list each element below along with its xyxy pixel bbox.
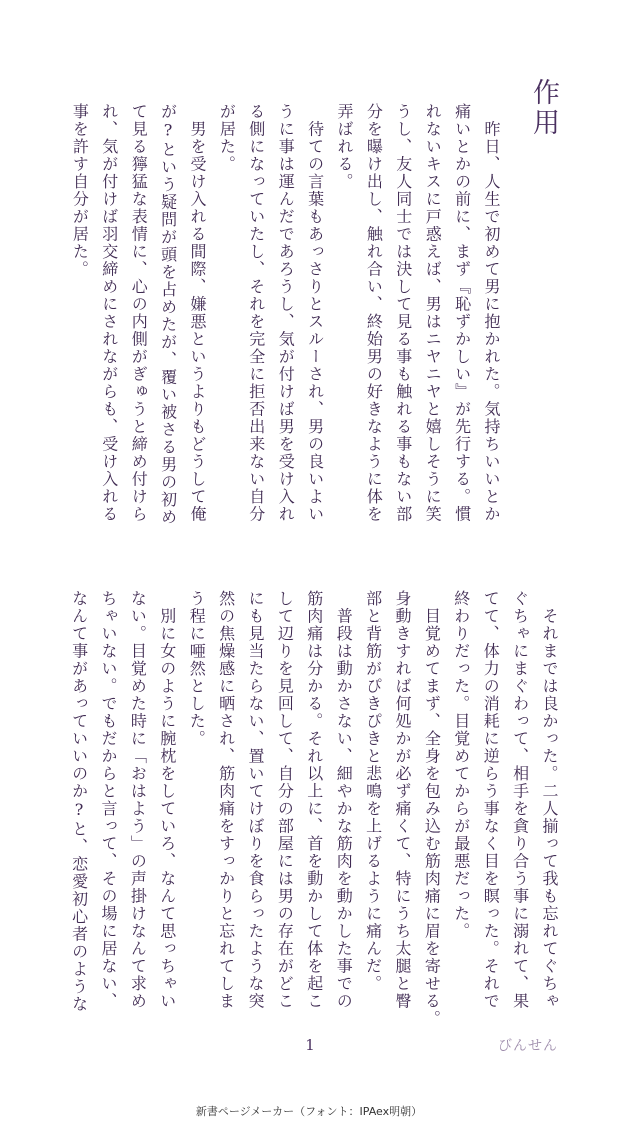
text-column: うに事は運んだであろうし、気が付けば男を受け入れ (276, 103, 296, 523)
text-column: 終わりだった。目覚めてからが最悪だった。 (451, 590, 471, 940)
text-column: 事を許す自分が居た。 (70, 103, 90, 278)
text-column: 男を受け入れる間際、嫌悪というよりもどうして俺 (188, 103, 207, 523)
text-column: 待ての言葉もあっさりとスルーされ、男の良いよい (305, 103, 325, 523)
text-column: 部と背筋がぴきぴきと悲鳴を上げるように痛んだ。 (363, 590, 383, 993)
text-column: ない。目覚めた時に「おはよう」の声掛けなんて求め (128, 590, 148, 1010)
text-column: 弄ばれる。 (335, 103, 354, 191)
text-column: 普段は動かさない、細やかな筋肉を動かした事での (334, 590, 354, 1010)
text-column: それまでは良かった。二人揃って我も忘れてぐちゃ (540, 590, 559, 1010)
text-column: 昨日、人生で初めて男に抱かれた。気持ちいいとか (482, 103, 501, 523)
text-column: 身動きすれば何処かが必ず痛くて、特にうち太腿と臀 (393, 590, 412, 1010)
text-column: なんて事があっていいのか?と、恋愛初心者のような (69, 590, 89, 1013)
text-column: 筋肉痛は分かる。それ以上に、首を動かして体を起こ (304, 590, 324, 1010)
text-column: う程に唖然とした。 (187, 590, 207, 748)
text-column: てて、体力の消耗に逆らう事なく目を瞑った。それで (481, 590, 501, 1010)
text-column: ちゃいない。でもだからと言って、その場に居ない、 (99, 590, 118, 1010)
text-column: ぐちゃにまぐわって、相手を貪り合う事に溺れて、果 (510, 590, 530, 1010)
text-column: る側になっていたし、それを完全に拒否出来ない自分 (246, 103, 266, 523)
page-title: 作用 (528, 78, 559, 138)
author-name: びんせん (498, 1038, 558, 1054)
text-column: が居た。 (217, 103, 237, 173)
text-column: にも見当たらない、置いてけぼりを食らったような突 (246, 590, 265, 1010)
text-column: れないキスに戸惑えば、男はニヤニヤと嬉しそうに笑 (423, 103, 443, 523)
text-column: 痛いとかの前に、まず『恥ずかしい』が先行する。慣 (452, 103, 472, 523)
text-column: れ、気が付けば羽交締めにされながらも、受け入れる (99, 103, 119, 523)
text-column: うし、友人同士では決して見る事も触れる事もない部 (393, 103, 413, 523)
text-column: 目覚めてまず、全身を包み込む筋肉痛に眉を寄せる。 (422, 590, 442, 1028)
text-column: 別に女のように腕枕をしていろ、なんて思っちゃい (157, 590, 177, 1010)
page-number: 1 (305, 1036, 315, 1054)
text-column: 然の焦燥感に晒され、筋肉痛をすっかりと忘れてしま (216, 590, 236, 1010)
text-column: して辺りを見回して、自分の部屋には男の存在がどこ (275, 590, 295, 1010)
text-column: 分を曝け出し、触れ合い、終始男の好きなように体を (364, 103, 384, 523)
text-column: が?という疑問が頭を占めたが、覆い被さる男の初め (158, 103, 178, 526)
text-column: て見る獰猛な表情に、心の内側がぎゅうと締め付けら (129, 103, 149, 523)
footer-credit: 新書ページメーカー（フォント：IPAex明朝） (195, 1105, 423, 1118)
